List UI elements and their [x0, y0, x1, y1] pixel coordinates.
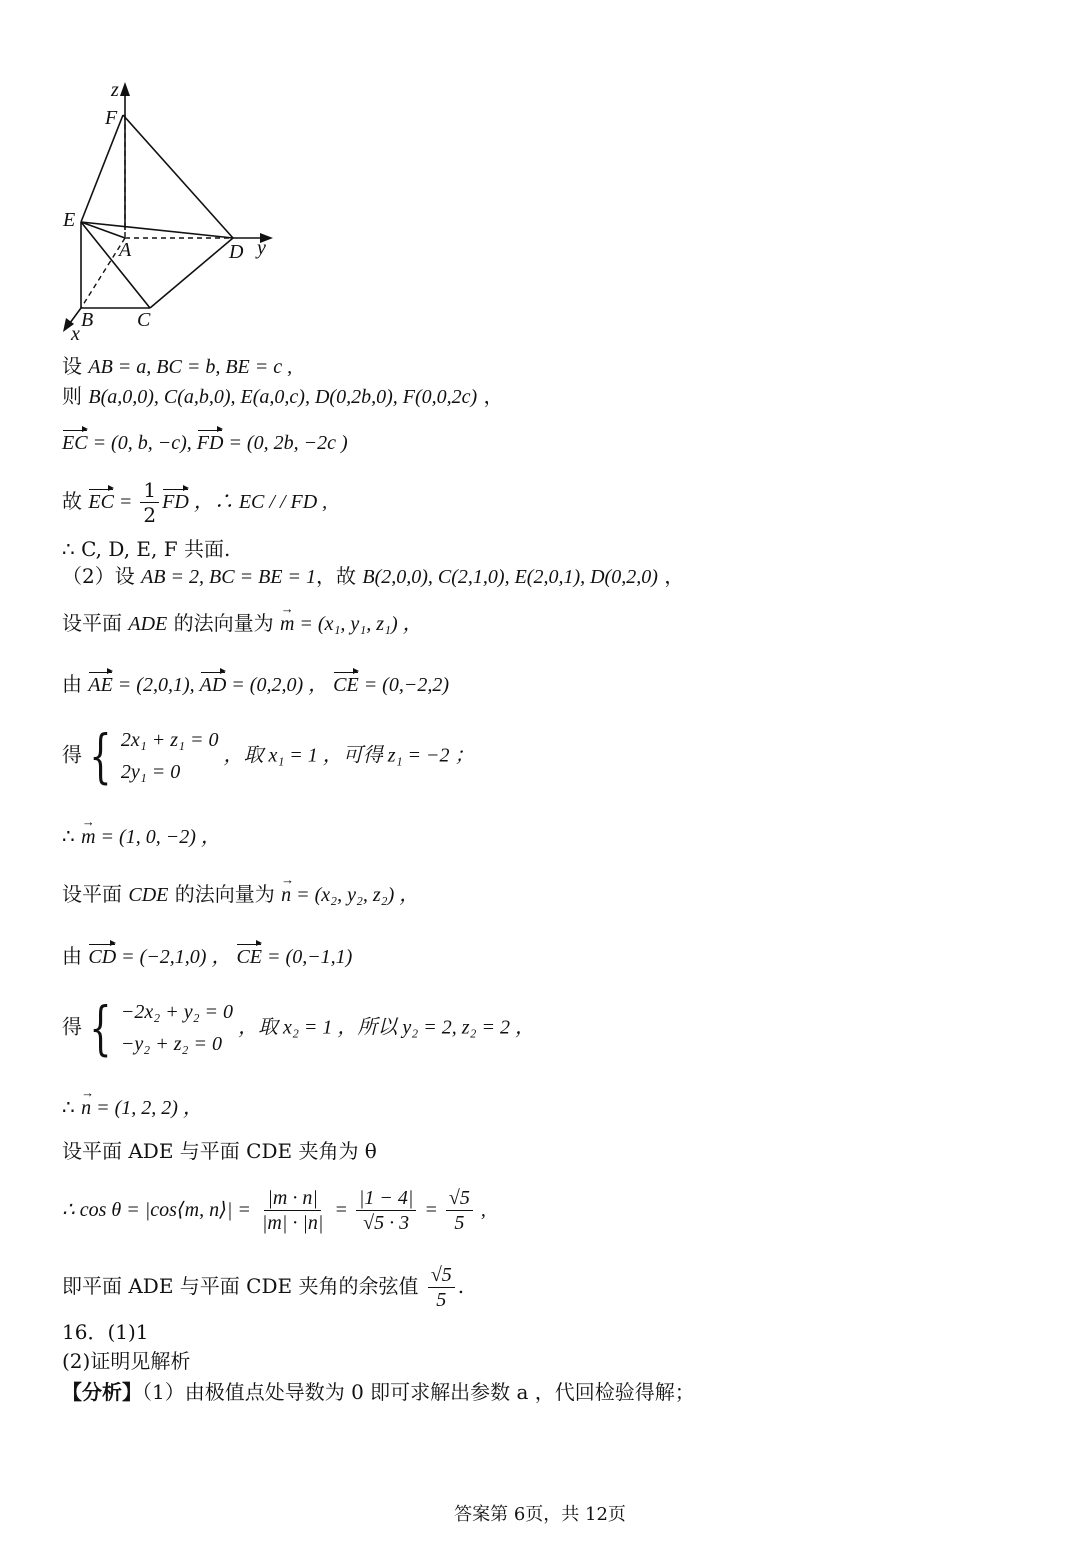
label-y: y: [257, 237, 266, 259]
page-footer: 答案第 6页，共 12页: [454, 1504, 626, 1525]
z-arrow: [120, 82, 130, 96]
line-set-abc: 设 AB = a, BC = b, BE = c ,: [62, 354, 293, 378]
line-normal-m: 设平面 ADE 的法向量为 → m = (x₁, y₁, z₁) ，: [62, 609, 423, 638]
edge-CD: [150, 238, 233, 308]
line-system-1: 得 { 2x₁ + z₁ = 0 2y₁ = 0 ，取 x₁ = 1 ，可得 z₁ = −2 ；: [62, 722, 475, 790]
line-conclusion: 即平面 ADE 与平面 CDE 夹角的余弦值 $\frac{√5}{5}$ .: [62, 1264, 465, 1311]
label-C: C: [137, 309, 151, 331]
label-B: B: [81, 309, 94, 331]
label-E: E: [63, 209, 76, 231]
label-A: A: [119, 239, 132, 261]
line-system-2: 得 { −2x₂ + y₂ = 0 −y₂ + z₂ = 0 ，取 x₂ = 1 ，所以 y₂ = 2, z₂ = 2 ，: [62, 994, 535, 1062]
line-m-result: ∴ → m = (1, 0, −2) ，: [62, 822, 221, 851]
label-x: x: [71, 323, 80, 345]
line-normal-n: 设平面 CDE 的法向量为 → n = (x₂, y₂, z₂) ，: [62, 880, 419, 909]
edge-FE: [81, 115, 123, 222]
line-vectors-ec-fd: EC = (0, b, −c), FD = (0, 2b, −2c ): [62, 428, 348, 457]
line-cos-theta: ∴ cos θ = |cos⟨m, n⟩| = $\frac{|m \cdot n|}{|m| \cdot |n|}$ = $\frac{|1 - 4|}{√5 \cdot 3}$ = $\frac{√5}{5}$ ,: [62, 1187, 486, 1234]
label-F: F: [105, 107, 118, 129]
label-z: z: [111, 80, 119, 101]
line-coplanar: ∴ C, D, E, F 共面.: [62, 537, 231, 561]
edge-FD: [123, 115, 233, 238]
label-D: D: [229, 241, 244, 263]
line-parallel: 故 EC = $\frac{1}{2}$ FD ，∴ EC / / FD ,: [62, 478, 328, 527]
line-n-result: ∴ → n = (1, 2, 2) ，: [62, 1093, 203, 1122]
line-coords: 则 B(a,0,0), C(a,b,0), E(a,0,c), D(0,2b,0), F(0,0,2c) ，: [62, 384, 504, 408]
line-q16-1: 16．(1)1: [62, 1320, 149, 1344]
line-cd-ce: 由 CD = (−2,1,0) ， CE = (0,−1,1): [62, 942, 352, 971]
line-q16-2: (2)证明见解析: [62, 1349, 191, 1373]
line-angle-theta: 设平面 ADE 与平面 CDE 夹角为 θ: [62, 1139, 377, 1163]
line-part2: （2）设 AB = 2, BC = BE = 1，故 B(2,0,0), C(2,1,0), E(2,0,1), D(0,2,0) ，: [62, 564, 685, 588]
geometry-figure: [55, 80, 285, 345]
line-analysis: 【分析】（1）由极值点处导数为 0 即可求解出参数 a ，代回检验得解；: [62, 1380, 695, 1404]
line-ae-ad-ce: 由 AE = (2,0,1), AD = (0,2,0) ， CE = (0,−2,2): [62, 670, 449, 699]
